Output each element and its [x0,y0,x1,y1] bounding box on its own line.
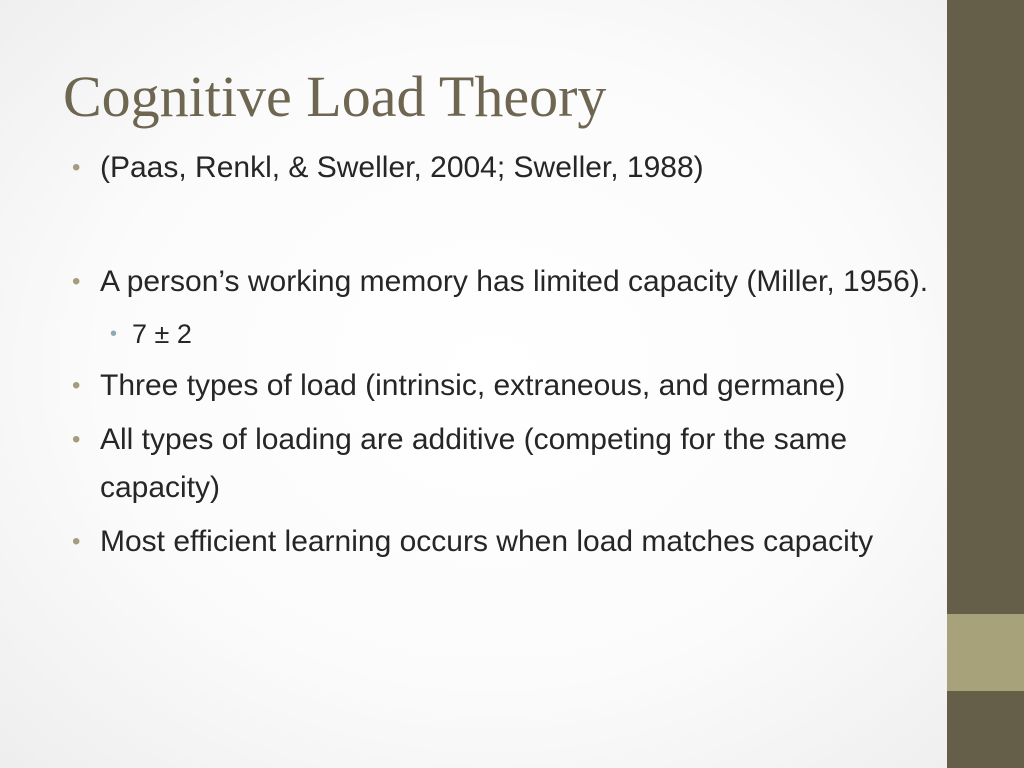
bullet-item [70,144,930,192]
bullet-item [70,416,930,512]
sub-bullet-item [70,312,930,356]
slide-title: Cognitive Load Theory [63,64,607,129]
sub-bullet-text: 7 ± 2 [132,319,192,349]
bullet-text: Most efficient learning occurs when load matches capacity [100,525,874,558]
sub-bullet-dot-icon: • [110,323,118,345]
bullet-text: All types of loading are additive (competing for the same capacity) [100,423,848,504]
side-accent-block [947,614,1024,691]
bullet-dot-icon: • [72,268,81,295]
bullet-item [70,518,930,566]
bullet-list [70,144,930,566]
bullet-dot-icon: • [72,372,81,399]
bullet-dot-icon: • [72,154,81,181]
bullet-text: (Paas, Renkl, & Sweller, 2004; Sweller, 1988) [100,151,704,184]
bullet-item [70,258,930,306]
bullet-text: Three types of load (intrinsic, extraneous, and germane) [100,369,846,402]
bullet-dot-icon: • [72,426,81,453]
bullet-dot-icon: • [72,528,81,555]
bullet-text: A person’s working memory has limited capacity (Miller, 1956). [100,265,929,298]
bullet-item [70,362,930,410]
